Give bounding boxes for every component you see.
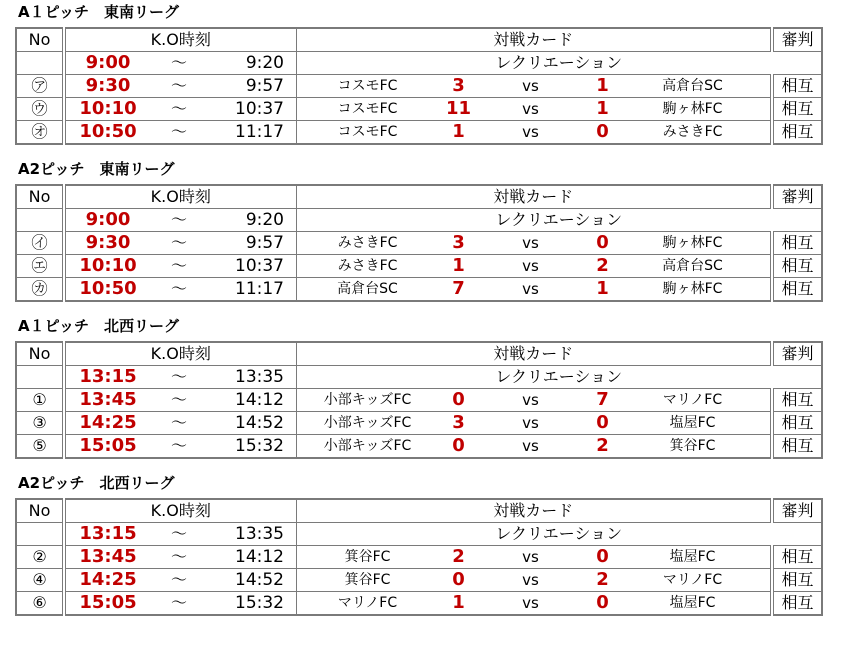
team-a: みさきFC: [337, 258, 398, 274]
start-time: 9:00: [85, 52, 131, 73]
tilde: ～: [170, 122, 187, 141]
team-a: マリノFC: [337, 595, 398, 611]
score-a: 1: [452, 121, 465, 142]
score-a: 0: [452, 569, 465, 590]
vs-label: vs: [522, 594, 539, 612]
match-number: ㋓: [16, 255, 64, 278]
end-time: 11:17: [235, 279, 284, 299]
referee: 相互: [772, 278, 822, 302]
end-time: 15:32: [235, 436, 284, 456]
row-number: [16, 523, 64, 546]
start-time: 9:00: [85, 209, 131, 230]
kickoff-cell: [64, 278, 296, 302]
referee: 相互: [772, 435, 822, 459]
match-row: [16, 592, 822, 616]
start-time: 10:10: [79, 255, 137, 276]
end-time: 9:20: [245, 53, 284, 73]
kickoff-cell: [64, 366, 296, 389]
score-b: 2: [596, 435, 609, 456]
match-row: [16, 278, 822, 302]
referee: 相互: [772, 121, 822, 145]
team-b: みさきFC: [662, 124, 723, 140]
match-row: [16, 75, 822, 98]
score-a: 2: [452, 546, 465, 567]
score-a: 0: [452, 389, 465, 410]
row-number: [16, 209, 64, 232]
vs-label: vs: [522, 414, 539, 432]
tilde: ～: [170, 570, 187, 589]
tilde: ～: [170, 390, 187, 409]
match-card: [296, 569, 772, 592]
match-number: ㋔: [16, 121, 64, 145]
score-a: 1: [452, 592, 465, 613]
score-a: 3: [452, 232, 465, 253]
recreation-row: [16, 209, 822, 232]
match-number: ④: [16, 569, 64, 592]
section-title: A2ピッチ 東南リーグ: [18, 160, 175, 178]
recreation-label: レクリエーション: [296, 523, 822, 546]
start-time: 9:30: [85, 232, 131, 253]
team-b: マリノFC: [662, 572, 723, 588]
match-row: [16, 232, 822, 255]
kickoff-cell: [64, 52, 296, 75]
header-ko: K.O時刻: [64, 342, 296, 366]
referee: 相互: [772, 232, 822, 255]
score-a: 7: [452, 278, 465, 299]
team-a: 小部キッズFC: [323, 392, 412, 408]
vs-label: vs: [522, 571, 539, 589]
start-time: 13:45: [79, 546, 137, 567]
vs-label: vs: [522, 234, 539, 252]
score-a: 1: [452, 255, 465, 276]
match-row: [16, 121, 822, 145]
match-number: ㋒: [16, 98, 64, 121]
header-card: 対戦カード: [296, 185, 772, 209]
start-time: 10:50: [79, 121, 137, 142]
kickoff-cell: [64, 523, 296, 546]
match-row: [16, 569, 822, 592]
referee: 相互: [772, 592, 822, 616]
recreation-row: [16, 523, 822, 546]
match-card: [296, 98, 772, 121]
kickoff-cell: [64, 75, 296, 98]
row-number: [16, 52, 64, 75]
tilde: ～: [170, 547, 187, 566]
match-card: [296, 278, 772, 302]
team-b: 箕谷FC: [669, 438, 716, 454]
end-time: 14:12: [235, 390, 284, 410]
vs-label: vs: [522, 391, 539, 409]
schedule-table: [15, 27, 823, 145]
team-a: 小部キッズFC: [323, 415, 412, 431]
start-time: 14:25: [79, 569, 137, 590]
header-row: [16, 499, 822, 523]
recreation-label: レクリエーション: [296, 366, 822, 389]
start-time: 13:15: [79, 523, 137, 544]
end-time: 13:35: [235, 524, 284, 544]
match-number: ㋑: [16, 232, 64, 255]
header-no: No: [16, 28, 64, 52]
header-card: 対戦カード: [296, 28, 772, 52]
match-card: [296, 389, 772, 412]
vs-label: vs: [522, 123, 539, 141]
tilde: ～: [170, 233, 187, 252]
score-b: 1: [596, 98, 609, 119]
vs-label: vs: [522, 77, 539, 95]
section-title: A１ピッチ 北西リーグ: [18, 317, 180, 335]
score-a: 0: [452, 435, 465, 456]
tilde: ～: [170, 210, 187, 229]
kickoff-cell: [64, 435, 296, 459]
team-b: 高倉台SC: [662, 78, 723, 94]
referee: 相互: [772, 412, 822, 435]
team-b: マリノFC: [662, 392, 723, 408]
header-ref: 審判: [772, 342, 822, 366]
match-card: [296, 255, 772, 278]
score-b: 1: [596, 75, 609, 96]
recreation-label: レクリエーション: [296, 52, 822, 75]
match-card: [296, 592, 772, 616]
referee: 相互: [772, 569, 822, 592]
header-card: 対戦カード: [296, 499, 772, 523]
score-a: 3: [452, 75, 465, 96]
score-a: 3: [452, 412, 465, 433]
referee: 相互: [772, 546, 822, 569]
team-a: コスモFC: [337, 101, 398, 117]
team-a: コスモFC: [337, 78, 398, 94]
match-number: ⑤: [16, 435, 64, 459]
header-card: 対戦カード: [296, 342, 772, 366]
score-b: 0: [596, 546, 609, 567]
header-row: [16, 185, 822, 209]
section-title: A2ピッチ 北西リーグ: [18, 474, 175, 492]
score-b: 0: [596, 232, 609, 253]
match-number: ②: [16, 546, 64, 569]
tilde: ～: [170, 436, 187, 455]
match-row: [16, 255, 822, 278]
team-b: 駒ヶ林FC: [662, 101, 723, 117]
match-number: ㋐: [16, 75, 64, 98]
end-time: 14:52: [235, 413, 284, 433]
vs-label: vs: [522, 257, 539, 275]
header-no: No: [16, 185, 64, 209]
match-card: [296, 412, 772, 435]
team-a: みさきFC: [337, 235, 398, 251]
schedule-table: [15, 341, 823, 459]
match-card: [296, 75, 772, 98]
vs-label: vs: [522, 548, 539, 566]
end-time: 9:20: [245, 210, 284, 230]
vs-label: vs: [522, 100, 539, 118]
vs-label: vs: [522, 437, 539, 455]
referee: 相互: [772, 255, 822, 278]
end-time: 10:37: [235, 256, 284, 276]
score-b: 2: [596, 255, 609, 276]
kickoff-cell: [64, 209, 296, 232]
header-row: [16, 28, 822, 52]
team-a: 高倉台SC: [337, 281, 398, 297]
team-b: 塩屋FC: [669, 549, 716, 565]
end-time: 9:57: [245, 233, 284, 253]
team-a: 小部キッズFC: [323, 438, 412, 454]
header-row: [16, 342, 822, 366]
tilde: ～: [170, 593, 187, 612]
tilde: ～: [170, 53, 187, 72]
header-ref: 審判: [772, 28, 822, 52]
match-card: [296, 546, 772, 569]
match-card: [296, 121, 772, 145]
start-time: 10:10: [79, 98, 137, 119]
match-row: [16, 412, 822, 435]
kickoff-cell: [64, 592, 296, 616]
header-no: No: [16, 499, 64, 523]
start-time: 13:45: [79, 389, 137, 410]
recreation-row: [16, 52, 822, 75]
match-card: [296, 435, 772, 459]
schedule-table: [15, 498, 823, 616]
match-number: ③: [16, 412, 64, 435]
match-number: ㋕: [16, 278, 64, 302]
row-number: [16, 366, 64, 389]
start-time: 15:05: [79, 435, 137, 456]
score-a: 11: [445, 98, 472, 119]
kickoff-cell: [64, 121, 296, 145]
kickoff-cell: [64, 389, 296, 412]
kickoff-cell: [64, 546, 296, 569]
referee: 相互: [772, 389, 822, 412]
start-time: 14:25: [79, 412, 137, 433]
tilde: ～: [170, 256, 187, 275]
header-ref: 審判: [772, 499, 822, 523]
referee: 相互: [772, 75, 822, 98]
team-a: 箕谷FC: [344, 549, 391, 565]
start-time: 9:30: [85, 75, 131, 96]
team-b: 塩屋FC: [669, 415, 716, 431]
score-b: 1: [596, 278, 609, 299]
tilde: ～: [170, 76, 187, 95]
start-time: 13:15: [79, 366, 137, 387]
score-b: 0: [596, 121, 609, 142]
team-b: 駒ヶ林FC: [662, 235, 723, 251]
team-b: 塩屋FC: [669, 595, 716, 611]
match-row: [16, 546, 822, 569]
section-title: A１ピッチ 東南リーグ: [18, 3, 180, 21]
kickoff-cell: [64, 569, 296, 592]
match-card: [296, 232, 772, 255]
end-time: 9:57: [245, 76, 284, 96]
header-ko: K.O時刻: [64, 185, 296, 209]
score-b: 7: [596, 389, 609, 410]
score-b: 0: [596, 592, 609, 613]
kickoff-cell: [64, 232, 296, 255]
schedule-table: [15, 184, 823, 302]
tilde: ～: [170, 413, 187, 432]
team-b: 駒ヶ林FC: [662, 281, 723, 297]
kickoff-cell: [64, 412, 296, 435]
match-row: [16, 435, 822, 459]
tilde: ～: [170, 279, 187, 298]
end-time: 10:37: [235, 99, 284, 119]
match-number: ⑥: [16, 592, 64, 616]
match-number: ①: [16, 389, 64, 412]
match-row: [16, 389, 822, 412]
end-time: 15:32: [235, 593, 284, 613]
end-time: 13:35: [235, 367, 284, 387]
team-a: コスモFC: [337, 124, 398, 140]
header-ko: K.O時刻: [64, 28, 296, 52]
team-b: 高倉台SC: [662, 258, 723, 274]
kickoff-cell: [64, 255, 296, 278]
header-ko: K.O時刻: [64, 499, 296, 523]
start-time: 15:05: [79, 592, 137, 613]
header-ref: 審判: [772, 185, 822, 209]
tilde: ～: [170, 367, 187, 386]
end-time: 14:52: [235, 570, 284, 590]
vs-label: vs: [522, 280, 539, 298]
kickoff-cell: [64, 98, 296, 121]
start-time: 10:50: [79, 278, 137, 299]
score-b: 0: [596, 412, 609, 433]
score-b: 2: [596, 569, 609, 590]
recreation-label: レクリエーション: [296, 209, 822, 232]
tilde: ～: [170, 99, 187, 118]
tilde: ～: [170, 524, 187, 543]
end-time: 11:17: [235, 122, 284, 142]
team-a: 箕谷FC: [344, 572, 391, 588]
header-no: No: [16, 342, 64, 366]
end-time: 14:12: [235, 547, 284, 567]
match-row: [16, 98, 822, 121]
referee: 相互: [772, 98, 822, 121]
recreation-row: [16, 366, 822, 389]
